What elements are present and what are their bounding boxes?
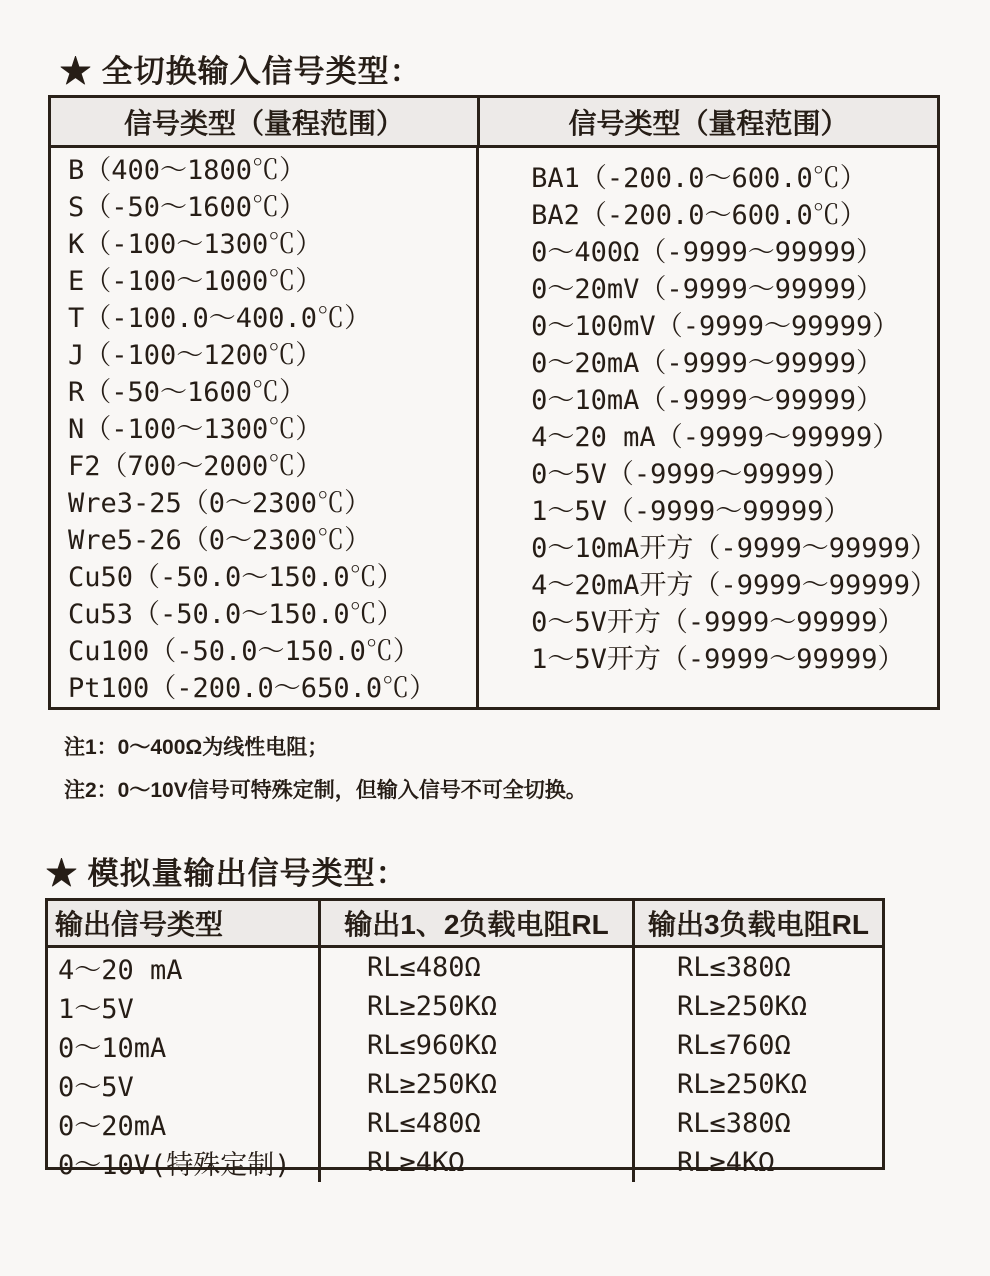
signal-type-item: 0～400Ω（-9999～99999） <box>531 237 883 268</box>
input-table-body <box>51 148 937 707</box>
signal-type-item: K（-100～1300℃） <box>68 229 323 260</box>
output-header-load-rl-3: 输出3负载电阻RL <box>648 909 869 940</box>
signal-type-item: BA1（-200.0～600.0℃） <box>531 163 867 194</box>
signal-type-item: 0～20mA（-9999～99999） <box>531 348 883 379</box>
output-signal-cell: 0～5V <box>48 1065 321 1104</box>
output-signal-cell: 1～5V <box>48 987 321 1026</box>
load-rl-3-cell: RL≤380Ω <box>677 952 791 983</box>
output-header-signal-type: 输出信号类型 <box>48 901 321 945</box>
input-table-header-left: 信号类型（量程范围） <box>51 98 480 145</box>
output-signal-heading: ★ 模拟量输出信号类型： <box>46 856 408 891</box>
load-rl-3-cell: RL≤760Ω <box>677 1030 791 1061</box>
load-rl-12-cell: RL≤480Ω <box>321 1104 635 1143</box>
signal-type-item: T（-100.0～400.0℃） <box>68 303 372 334</box>
output-signal-cell: 0～10V(特殊定制) <box>48 1143 321 1182</box>
load-rl-12-cell: RL≥250KΩ <box>321 1065 635 1104</box>
load-rl-12-cell: RL≥4KΩ <box>321 1143 635 1182</box>
signal-type-item: R（-50～1600℃） <box>68 377 307 408</box>
signal-type-item: BA2（-200.0～600.0℃） <box>531 200 867 231</box>
output-signal-cell: 0～10mA <box>48 1026 321 1065</box>
signal-type-item: 0～5V（-9999～99999） <box>531 459 851 490</box>
signal-type-item: Cu50（-50.0～150.0℃） <box>68 562 404 593</box>
output-signal-table <box>45 898 885 1181</box>
signal-type-item: E（-100～1000℃） <box>68 266 323 297</box>
load-rl-3-cell: RL≥250KΩ <box>677 1069 808 1100</box>
table-row <box>48 987 882 1026</box>
load-rl-3-cell: RL≥250KΩ <box>677 991 808 1022</box>
signal-type-item: Wre3-25（0～2300℃） <box>68 488 372 519</box>
table-row <box>48 1065 882 1104</box>
load-rl-3-cell: RL≤380Ω <box>677 1108 791 1139</box>
load-rl-12-cell: RL≤960KΩ <box>321 1026 635 1065</box>
input-signal-table <box>48 95 940 710</box>
table-row <box>48 1143 882 1182</box>
input-table-right-column <box>479 148 937 707</box>
signal-type-item: Cu100（-50.0～150.0℃） <box>68 636 420 667</box>
input-signal-heading: ★ 全切换输入信号类型： <box>60 54 422 89</box>
signal-type-item: Cu53（-50.0～150.0℃） <box>68 599 404 630</box>
note-2: 注2：0～10V信号可特殊定制，但输入信号不可全切换。 <box>64 779 587 802</box>
signal-type-item: 4～20mA开方（-9999～99999） <box>531 570 937 601</box>
load-rl-3-cell: RL≥4KΩ <box>677 1147 775 1178</box>
input-table-header-row <box>51 98 937 148</box>
signal-type-item: 0～5V开方（-9999～99999） <box>531 607 905 638</box>
output-signal-cell: 0～20mA <box>48 1104 321 1143</box>
load-rl-12-cell: RL≥250KΩ <box>321 987 635 1026</box>
note-1: 注1：0～400Ω为线性电阻； <box>64 736 329 759</box>
signal-type-item: 0～20mV（-9999～99999） <box>531 274 883 305</box>
signal-type-item: 4～20 mA（-9999～99999） <box>531 422 900 453</box>
signal-type-item: 0～10mA开方（-9999～99999） <box>531 533 937 564</box>
signal-type-item: 1～5V（-9999～99999） <box>531 496 851 527</box>
signal-type-item: 1～5V开方（-9999～99999） <box>531 644 905 675</box>
table-row <box>48 1026 882 1065</box>
load-rl-12-cell: RL≤480Ω <box>321 948 635 987</box>
output-signal-cell: 4～20 mA <box>48 948 321 987</box>
input-table-left-column <box>51 148 479 707</box>
output-header-load-rl-12: 输出1、2负载电阻RL <box>321 901 635 945</box>
signal-type-item: J（-100～1200℃） <box>68 340 323 371</box>
signal-type-item: B（400～1800℃） <box>68 155 307 186</box>
table-row <box>48 948 882 987</box>
signal-type-item: F2（700～2000℃） <box>68 451 323 482</box>
signal-type-item: N（-100～1300℃） <box>68 414 323 445</box>
signal-type-item: 0～10mA（-9999～99999） <box>531 385 883 416</box>
input-table-header-right: 信号类型（量程范围） <box>568 107 849 139</box>
output-table-body <box>48 948 882 1182</box>
table-row <box>48 1104 882 1143</box>
signal-type-item: 0～100mV（-9999～99999） <box>531 311 900 342</box>
signal-type-item: Pt100（-200.0～650.0℃） <box>68 673 437 704</box>
signal-type-item: S（-50～1600℃） <box>68 192 307 223</box>
output-table-header-row <box>48 901 882 948</box>
signal-type-item: Wre5-26（0～2300℃） <box>68 525 372 556</box>
